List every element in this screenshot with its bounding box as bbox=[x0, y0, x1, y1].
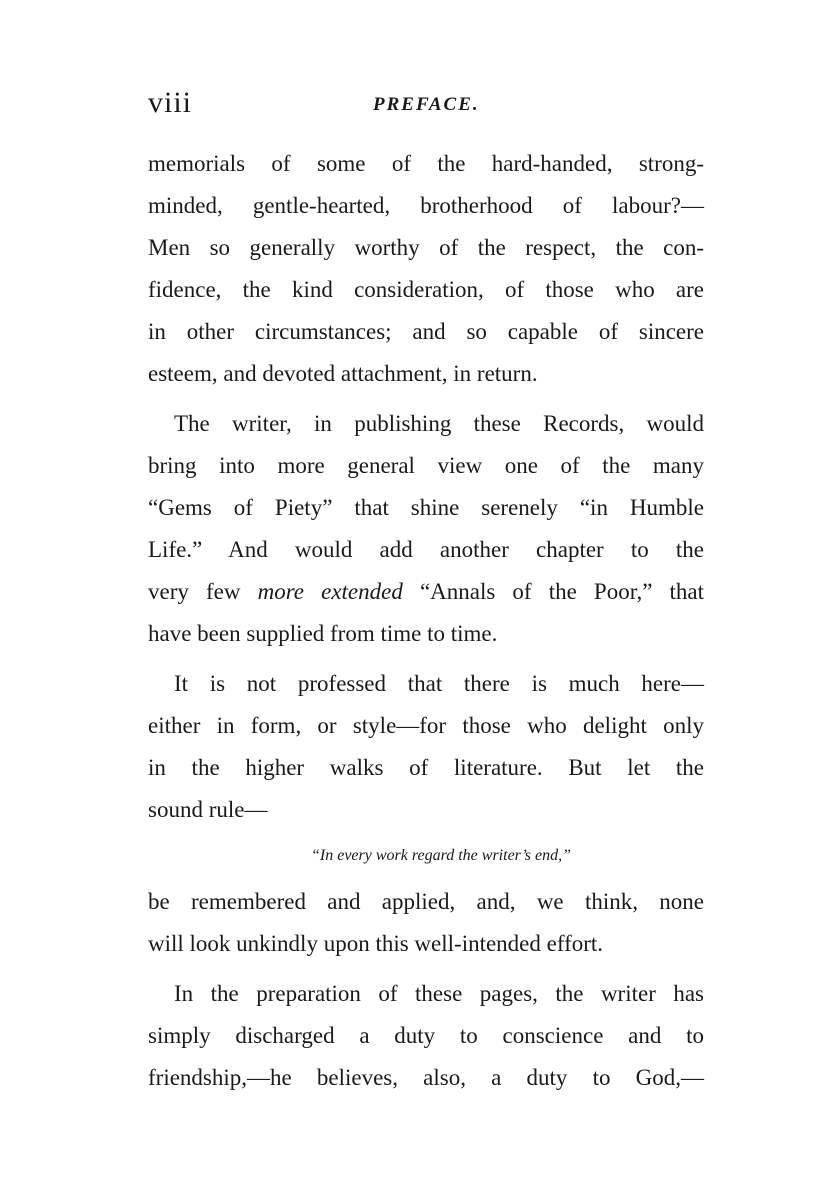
text-line: minded, gentle-hearted, brotherhood of labour?— bbox=[148, 193, 704, 218]
text-line: fidence, the kind consideration, of those who are bbox=[148, 277, 704, 302]
text-line: It is not professed that there is much here— bbox=[174, 671, 704, 696]
italic-phrase: more extended bbox=[257, 579, 403, 604]
text-line: will look unkindly upon this well-intended effort. bbox=[148, 931, 604, 956]
paragraph-gap bbox=[148, 655, 704, 663]
text-line: bring into more general view one of the many bbox=[148, 453, 704, 478]
text-line: sound rule— bbox=[148, 797, 268, 822]
text-line: have been supplied from time to time. bbox=[148, 621, 498, 646]
text-span: very few bbox=[148, 579, 258, 604]
text-span: “Annals of the Poor,” that bbox=[402, 579, 705, 604]
text-line: esteem, and devoted attachment, in return. bbox=[148, 361, 538, 386]
paragraph-gap bbox=[148, 395, 704, 403]
paragraph-2 bbox=[148, 403, 704, 655]
text-line-with-italic bbox=[148, 571, 704, 613]
text-line: Life.” And would add another chapter to the bbox=[148, 537, 704, 562]
paragraph-gap bbox=[148, 965, 704, 973]
quotation: “In every work regard the writer’s end,” bbox=[311, 847, 571, 864]
text-line: The writer, in publishing these Records, would bbox=[174, 411, 704, 436]
paragraph-4 bbox=[148, 881, 704, 965]
text-line: simply discharged a duty to conscience and to bbox=[148, 1023, 704, 1048]
text-line: Men so generally worthy of the respect, the con- bbox=[148, 235, 704, 260]
paragraph-5 bbox=[148, 973, 704, 1099]
page-number: viii bbox=[148, 86, 193, 119]
text-line: in other circumstances; and so capable of sincere bbox=[148, 319, 704, 344]
running-title: PREFACE. bbox=[373, 94, 480, 115]
paragraph-3 bbox=[148, 663, 704, 831]
body-text bbox=[148, 143, 704, 1099]
text-line: either in form, or style—for those who delight only bbox=[148, 713, 704, 738]
text-line: in the higher walks of literature. But let the bbox=[148, 755, 704, 780]
page-header bbox=[148, 86, 708, 126]
text-line: In the preparation of these pages, the writer has bbox=[174, 981, 704, 1006]
paragraph-1 bbox=[148, 143, 704, 395]
text-line: “Gems of Piety” that shine serenely “in Humble bbox=[148, 495, 704, 520]
text-line: friendship,—he believes, also, a duty to God,— bbox=[148, 1065, 704, 1090]
text-line: memorials of some of the hard-handed, strong- bbox=[148, 151, 704, 176]
text-line: be remembered and applied, and, we think, none bbox=[148, 889, 704, 914]
